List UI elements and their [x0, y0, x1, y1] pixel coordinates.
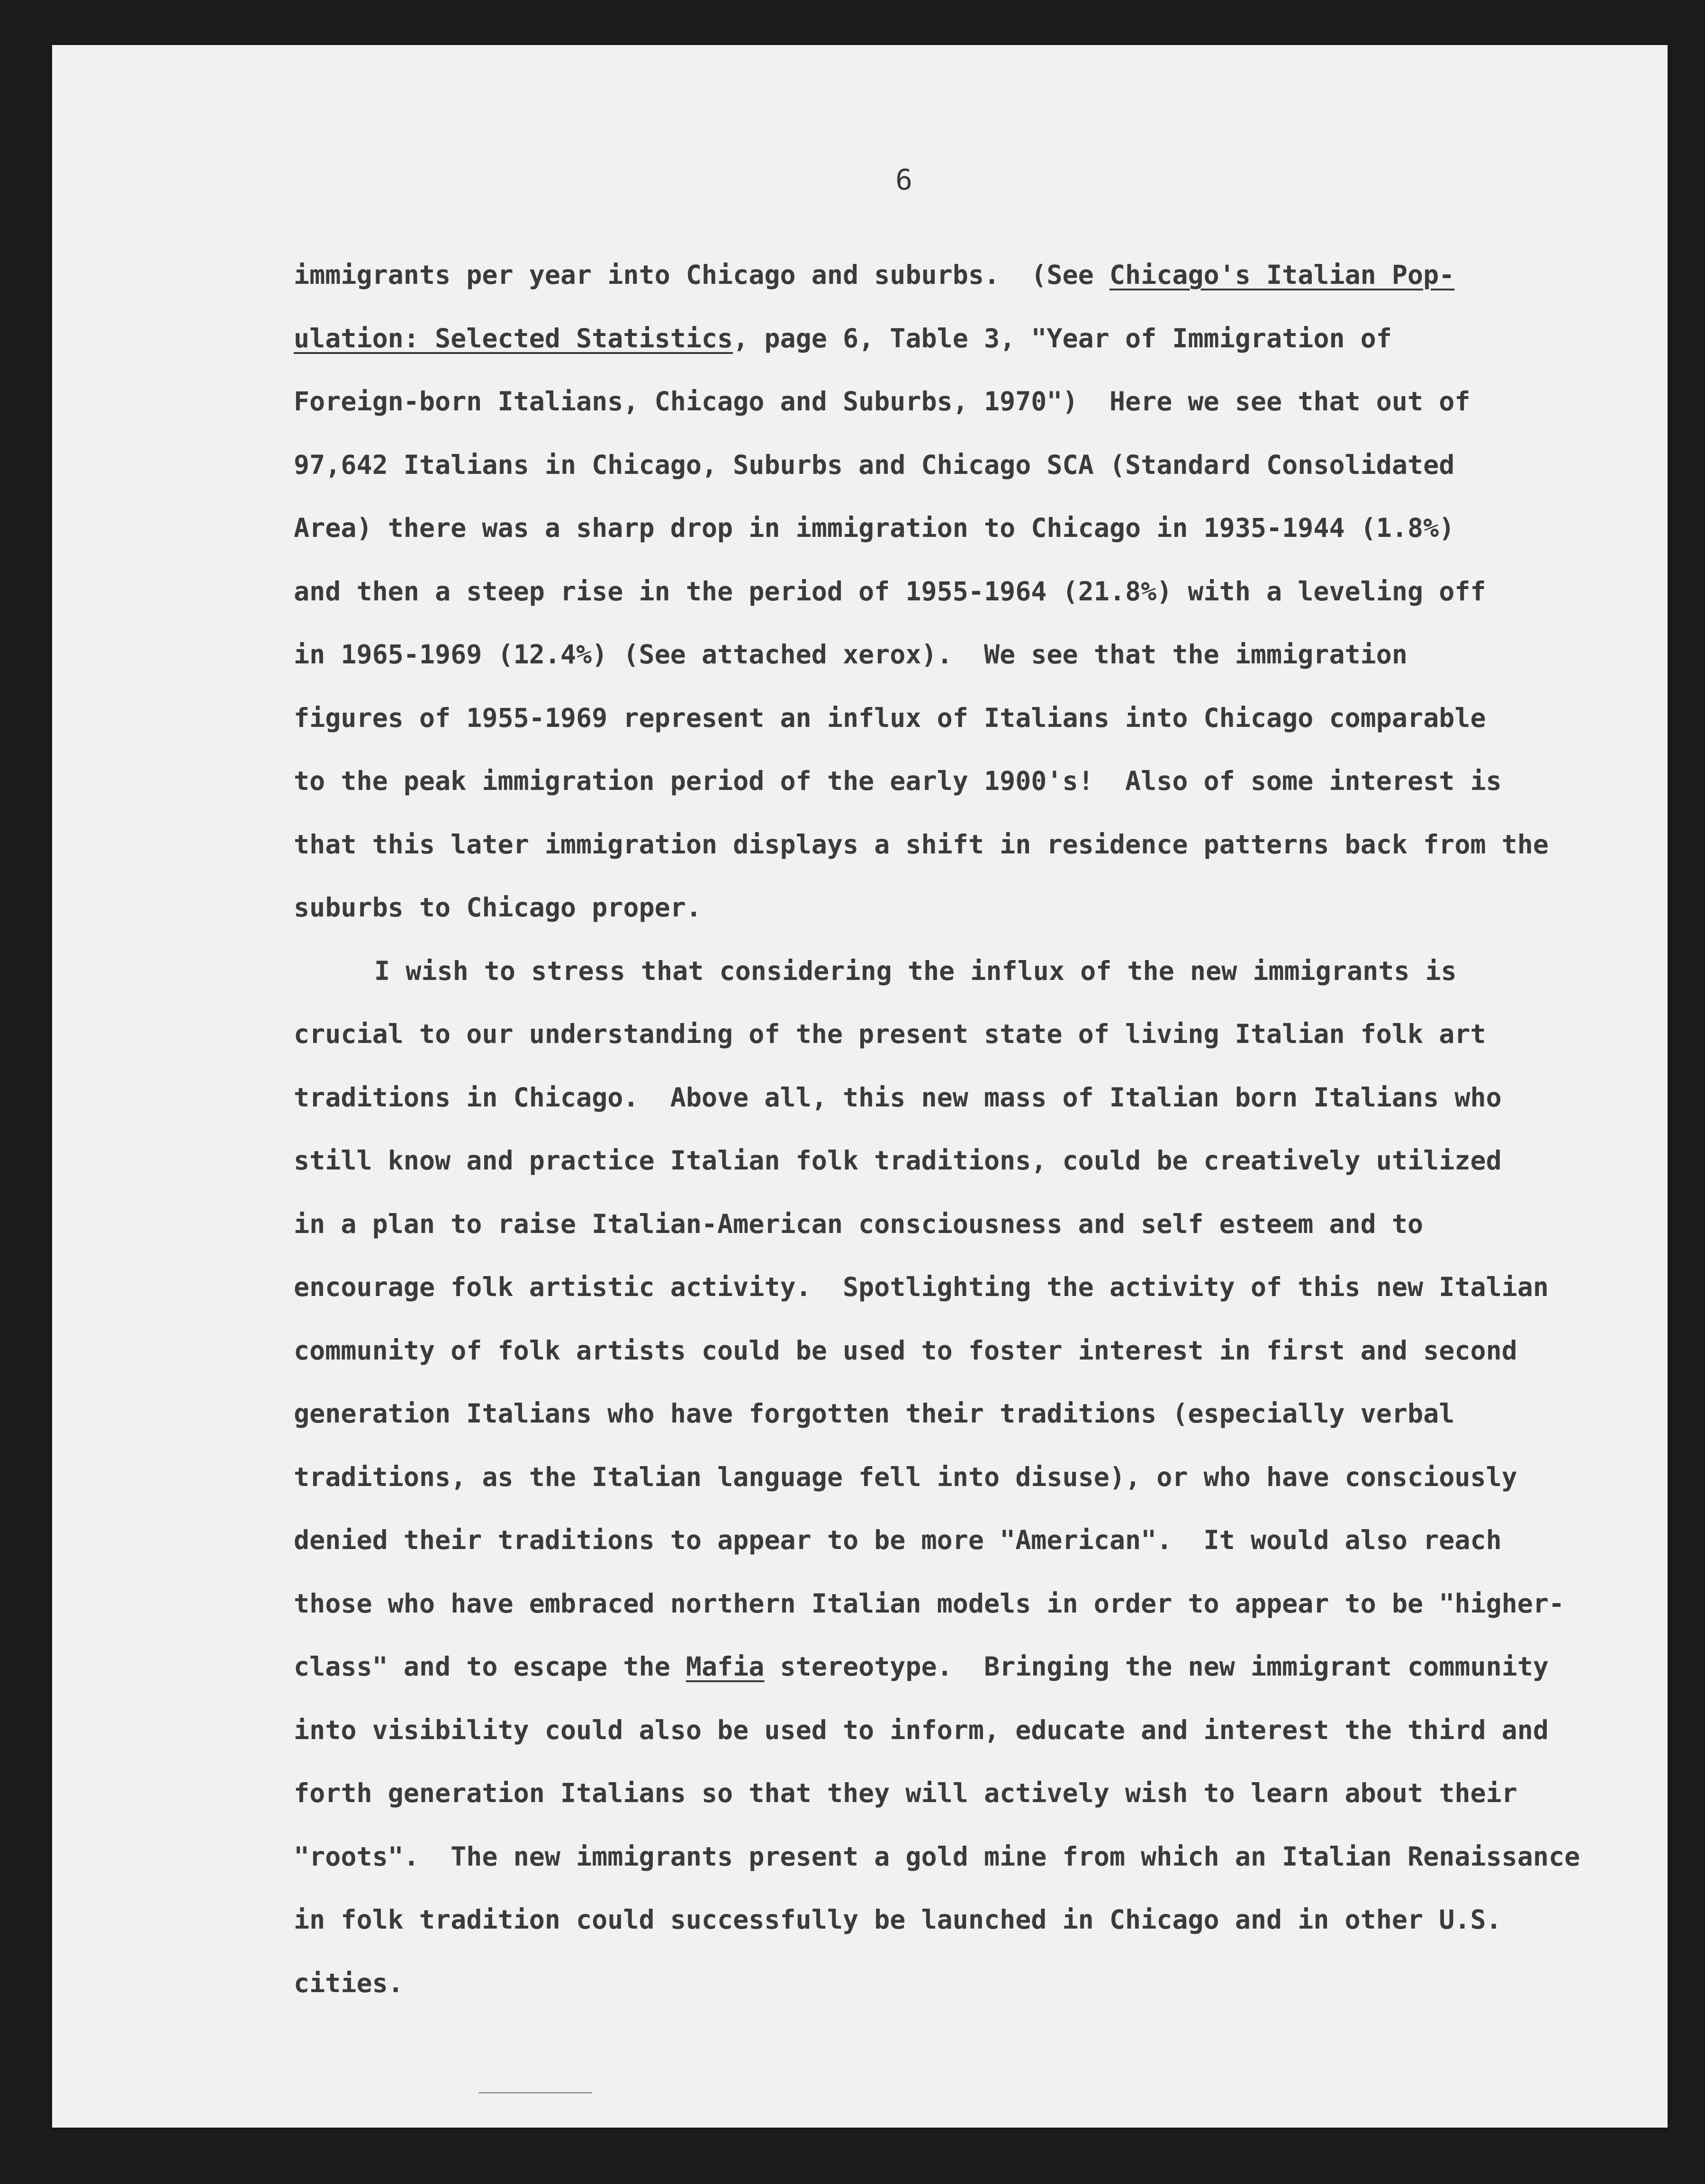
line-text: immigrants per year into Chicago and suburbs. (See [294, 260, 1110, 290]
line-text: forth generation Italians so that they will actively wish to learn about their [294, 1778, 1517, 1808]
text-line [294, 821, 1649, 884]
line-text: traditions in Chicago. Above all, this new mass of Italian born Italians who [294, 1082, 1502, 1113]
line-text: generation Italians who have forgotten their traditions (especially verbal [294, 1398, 1455, 1429]
line-text: denied their traditions to appear to be more "American". It would also reach [294, 1525, 1502, 1555]
line-text: to the peak immigration period of the early 1900's! Also of some interest is [294, 766, 1502, 796]
line-text: figures of 1955-1969 represent an influx of Italians into Chicago comparable [294, 702, 1486, 733]
line-text: crucial to our understanding of the present state of living Italian folk art [294, 1019, 1486, 1049]
footnote-rule [478, 2092, 592, 2093]
text-line [294, 1327, 1649, 1390]
line-text: in folk tradition could successfully be launched in Chicago and in other U.S. [294, 1904, 1502, 1935]
text-line [294, 1200, 1649, 1264]
document-page [52, 45, 1668, 2128]
underlined-title: ulation: Selected Statistics [294, 323, 733, 353]
text-line [294, 1706, 1649, 1770]
text-line [294, 1263, 1649, 1327]
underlined-title: Chicago's Italian Pop- [1109, 260, 1455, 290]
body-text [294, 251, 1649, 2022]
text-line [294, 757, 1649, 821]
text-line [294, 1453, 1649, 1517]
text-line [294, 378, 1649, 441]
line-text: suburbs to Chicago proper. [294, 892, 702, 923]
line-text: and then a steep rise in the period of 1955-1964 (21.8%) with a leveling off [294, 576, 1486, 607]
text-line [294, 694, 1649, 758]
text-line [294, 1516, 1649, 1580]
line-text: I wish to stress that considering the influx of the new immigrants is [374, 955, 1457, 986]
text-line [294, 441, 1649, 505]
line-text: class" and to escape the [294, 1651, 686, 1682]
text-line [294, 1643, 1649, 1706]
text-line [294, 1896, 1649, 1959]
text-line [294, 1833, 1649, 1896]
text-line [294, 1390, 1649, 1453]
line-text: that this later immigration displays a shift in residence patterns back from the [294, 829, 1549, 860]
text-line [294, 1137, 1649, 1200]
text-line [294, 884, 1649, 947]
line-text: 97,642 Italians in Chicago, Suburbs and Chicago SCA (Standard Consolidated [294, 449, 1455, 480]
line-text: still know and practice Italian folk traditions, could be creatively utilized [294, 1145, 1502, 1176]
text-line [294, 1074, 1649, 1137]
line-text: "roots". The new immigrants present a gold mine from which an Italian Renaissance [294, 1841, 1580, 1872]
text-line [294, 315, 1649, 378]
text-line [294, 504, 1649, 568]
line-text: , page 6, Table 3, "Year of Immigration of [733, 323, 1392, 353]
line-text: those who have embraced northern Italian models in order to appear to be "higher- [294, 1588, 1565, 1619]
underlined-word: Mafia [686, 1651, 765, 1682]
line-text: traditions, as the Italian language fell into disuse), or who have consciously [294, 1461, 1517, 1492]
line-text: Area) there was a sharp drop in immigration to Chicago in 1935-1944 (1.8%) [294, 513, 1455, 543]
line-text: into visibility could also be used to inform, educate and interest the third and [294, 1714, 1549, 1745]
text-line [294, 631, 1649, 694]
line-text: in 1965-1969 (12.4%) (See attached xerox). We see that the immigration [294, 639, 1408, 670]
text-line [294, 568, 1649, 631]
text-line [294, 1010, 1649, 1074]
line-text: in a plan to raise Italian-American consciousness and self esteem and to [294, 1208, 1424, 1239]
page-number: 6 [895, 163, 913, 197]
line-text: community of folk artists could be used to foster interest in first and second [294, 1335, 1517, 1366]
text-line [294, 251, 1649, 315]
line-text: encourage folk artistic activity. Spotlighting the activity of this new Italian [294, 1272, 1549, 1302]
paragraph-start-line [294, 947, 1649, 1011]
text-line [294, 1769, 1649, 1833]
line-text: stereotype. Bringing the new immigrant community [764, 1651, 1549, 1682]
text-line [294, 1580, 1649, 1643]
line-text: Foreign-born Italians, Chicago and Suburbs, 1970") Here we see that out of [294, 386, 1470, 417]
line-text: cities. [294, 1967, 404, 1998]
text-line [294, 1959, 1649, 2023]
